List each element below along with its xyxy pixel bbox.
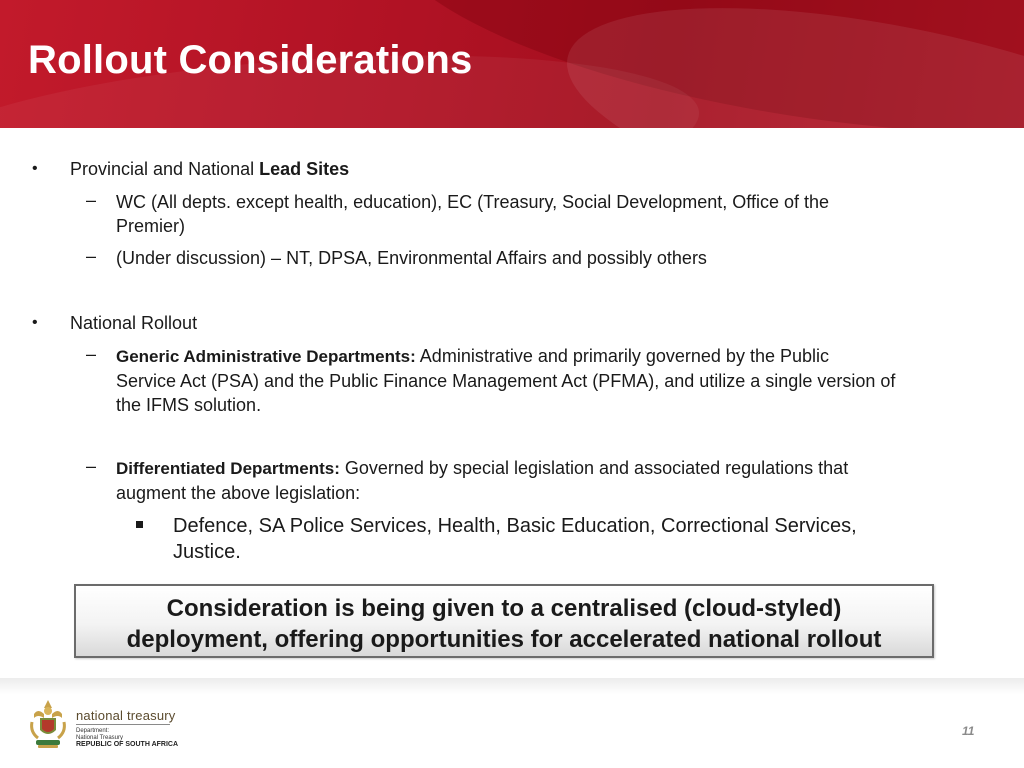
callout-line-2: deployment, offering opportunities for accelerated national rollout — [126, 626, 882, 653]
national-rollout-heading: National Rollout — [70, 313, 198, 333]
cloud-deployment-callout — [74, 584, 934, 658]
differentiated-departments-label: Differentiated Departments: — [116, 459, 340, 478]
footer — [0, 678, 1024, 768]
generic-line-2: Service Act (PSA) and the Public Finance Management Act (PFMA), and utilize a single version of — [116, 371, 896, 391]
differentiated-line-1: Governed by special legislation and associated regulations that — [339, 458, 849, 478]
lead-sites-wc-ec — [116, 190, 829, 238]
title-banner — [0, 0, 1024, 128]
logo-divider — [76, 724, 170, 725]
dash-marker: – — [86, 246, 97, 266]
generic-line-3: the IFMS solution. — [116, 395, 262, 415]
lead-sites-text: Provincial and National — [70, 159, 260, 179]
wc-ec-line-2: Premier) — [116, 216, 186, 236]
differentiated-departments-list — [173, 513, 857, 565]
logo-country: REPUBLIC OF SOUTH AFRICA — [76, 741, 179, 748]
dash-marker: – — [86, 190, 97, 210]
lead-sites-heading — [70, 157, 349, 181]
logo-dept-line: Department: — [76, 728, 110, 734]
slide-title: Rollout Considerations — [28, 38, 473, 82]
coat-of-arms-icon — [28, 698, 68, 750]
differentiated-line-2: augment the above legislation: — [116, 483, 361, 503]
callout-line-1: Consideration is being given to a centralised (cloud-styled) — [166, 595, 842, 622]
logo-dept-name: National Treasury — [76, 735, 124, 741]
lead-sites-bold: Lead Sites — [259, 159, 350, 179]
dash-marker: – — [86, 344, 97, 364]
generic-departments-label: Generic Administrative Departments: — [116, 347, 416, 366]
generic-departments-item — [116, 344, 895, 417]
national-treasury-logo: national treasury — [76, 708, 176, 723]
departments-list-line-1: Defence, SA Police Services, Health, Basic Education, Correctional Services, — [173, 515, 857, 537]
bullet-point: • — [32, 160, 38, 177]
generic-line-1: Administrative and primarily governed by the Public — [415, 346, 829, 366]
departments-list-line-2: Justice. — [173, 541, 241, 563]
wc-ec-line-1: WC (All depts. except health, education), EC (Treasury, Social Development, Office of the — [116, 192, 829, 212]
bullet-point: • — [32, 314, 38, 331]
page-number: 11 — [962, 724, 975, 738]
dash-marker: – — [86, 456, 97, 476]
lead-sites-under-discussion: (Under discussion) – NT, DPSA, Environmental Affairs and possibly others — [116, 248, 707, 268]
square-bullet-icon — [136, 521, 143, 528]
differentiated-departments-item — [116, 456, 848, 505]
